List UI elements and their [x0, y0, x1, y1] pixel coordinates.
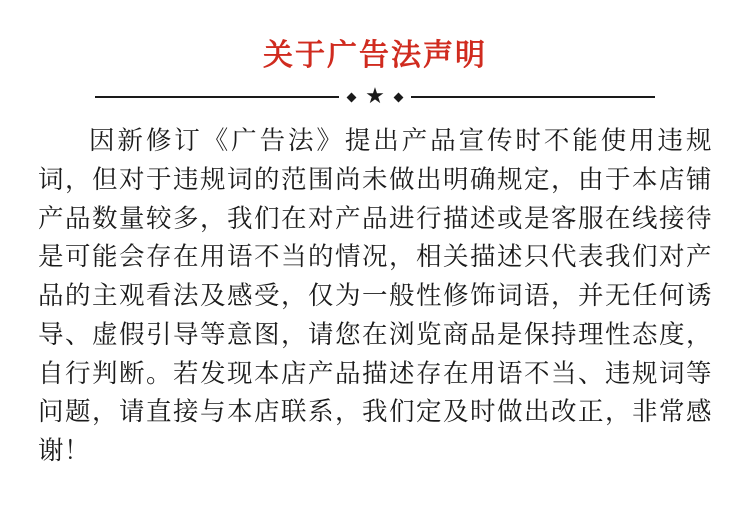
divider-line-left	[95, 96, 339, 98]
diamond-icon-right	[394, 92, 404, 102]
page-title: 关于广告法声明	[263, 38, 487, 73]
ornamental-divider	[95, 86, 655, 108]
star-icon: ★	[365, 84, 385, 109]
diamond-icon-left	[347, 92, 357, 102]
notice-body-text: 因新修订《广告法》提出产品宣传时不能使用违规词，但对于违规词的范围尚未做出明确规定，由于本店铺产品数量较多，我们在对产品进行描述或是客服在线接待是可能会存在用语不当的情况，相关描述只代表我们对产品的主观看法及感受，仅为一般性修饰词语，并无任何诱导、虚假引导等意图，请您在浏览商品是保持理性态度，自行判断。若发现本店产品描述存在用语不当、违规词等问题，请直接与本店联系，我们定及时做出改正，非常感谢！	[38, 126, 712, 466]
divider-line-right	[411, 96, 655, 98]
